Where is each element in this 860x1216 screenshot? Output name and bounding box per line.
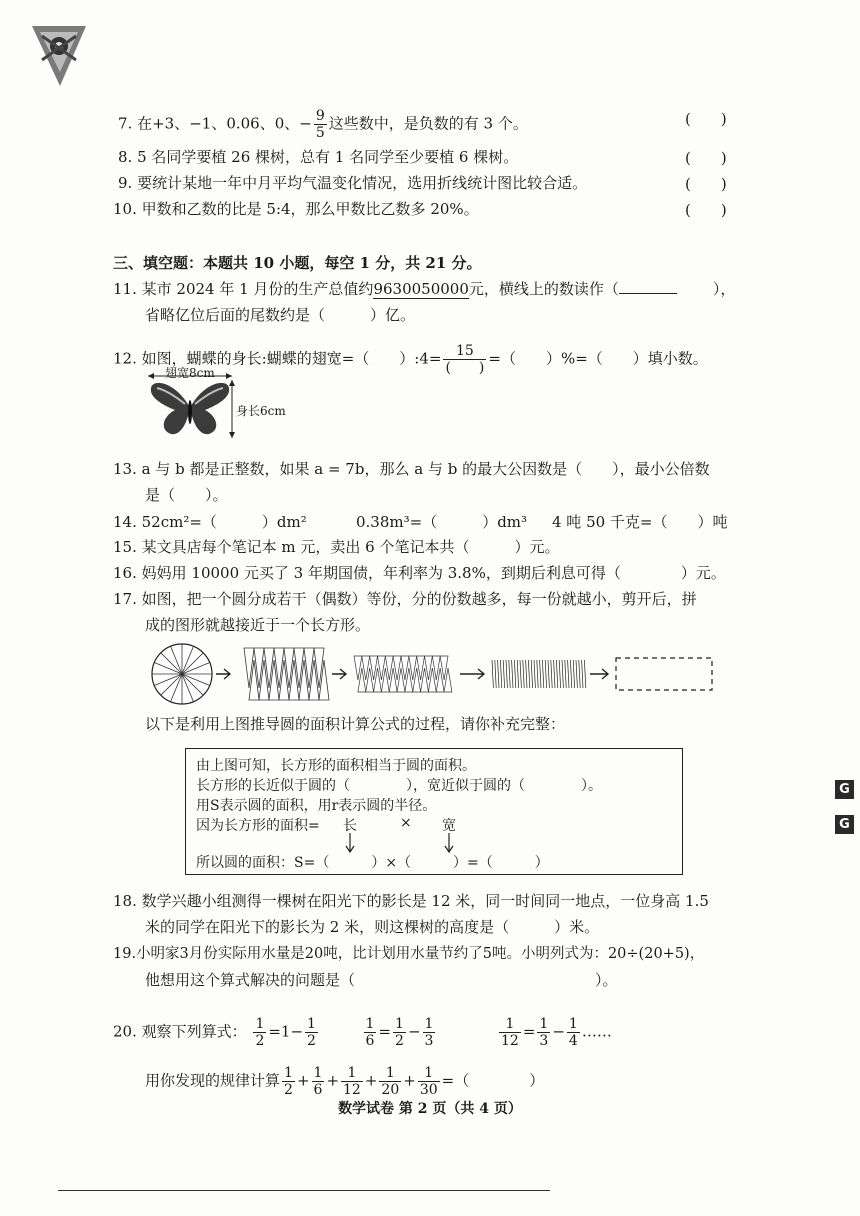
question-8: 8. 5 名同学要植 26 棵树，总有 1 名同学至少要植 6 棵树。 [118,148,519,166]
q7-number: 7. [118,114,133,133]
sector-strip-2 [354,656,452,692]
question-19: 19.小明家3月份实际用水量是20吨，比计划用水量节约了5吨。小明列式为：20÷(20+5)， [113,946,705,962]
page-footer: 数学试卷 第 2 页（共 4 页） [338,1101,522,1117]
question-18-line2: 米的同学在阳光下的影长为 2 米，则这棵树的高度是（ ）米。 [145,918,600,936]
q10-answer-blank[interactable]: ( ) [685,201,727,219]
question-20-line2: 用你发现的规律计算 $\frac{1}{2}$ + $\frac{1}{6}$ + $\frac{1}{12}$ + $\frac{1}{20}$ + $\frac{1}{30}$ =（ ） [145,1065,545,1098]
question-18: 18. 数学兴趣小组测得一棵树在阳光下的影长是 12 米，同一时间同一地点，一位身高 1.5 [113,892,709,910]
divided-circle [152,644,212,704]
q12-fraction: $\frac{15}{( )}$ [445,343,485,376]
box-times: × [400,815,412,831]
question-20: 20. 观察下列算式： $\frac{1}{2}$ =1− $\frac{1}{2}$ $\frac{1}{6}$ = $\frac{1}{2}$ − $\frac{1}{3}$ $\frac{1}{12}$ = $\frac{1}{3}$ − $\frac{1}{4}$ …… [113,1016,612,1049]
question-12: 12. 如图，蝴蝶的身长:蝴蝶的翅宽=（ ）:4= $\frac{15}{( )}$ =（ ）%=（ ）填小数。 [113,343,708,376]
question-15: 15. 某文具店每个笔记本 m 元，卖出 6 个笔记本共（ ）元。 [113,538,560,556]
derivation-box [185,748,683,875]
q8-answer-blank[interactable]: ( ) [685,149,727,167]
question-7 [118,108,528,141]
question-14-c: 4 吨 50 千克=（ ）吨 [552,513,728,531]
box-line-1: 由上图可知，长方形的面积相当于圆的面积。 [196,758,476,774]
box-line-2: 长方形的长近似于圆的（ ），宽近似于圆的（ ）。 [196,778,602,794]
box-line-3: 用S表示圆的面积，用r表示圆的半径。 [196,798,437,814]
bottom-rule [58,1190,550,1191]
question-16: 16. 妈妈用 10000 元买了 3 年期国债，年利率为 3.8%，到期后利息可得（ ）元。 [113,564,726,582]
question-13-line2: 是（ ）。 [145,486,228,504]
body-length-label: 身长6cm [236,404,286,418]
section-3-title: 三、填空题：本题共 10 小题，每空 1 分，共 21 分。 [113,254,482,272]
box-line-5: 所以圆的面积：S=（ ）×（ ）=（ ） [196,855,549,871]
q7-text-pre: 在+3、−1、0.06、0、− [137,114,312,133]
question-19-line2: 他想用这个算式解决的问题是（ ）。 [145,971,618,989]
question-17: 17. 如图，把一个圆分成若干（偶数）等份，分的份数越多，每一份就越小，剪开后，拼 [113,590,697,608]
box-line-4: 因为长方形的面积= [196,818,320,834]
target-rectangle [616,658,712,690]
arrow-1 [216,669,230,679]
question-17-line3: 以下是利用上图推导圆的面积计算公式的过程，请你补充完整： [145,715,566,733]
q7-answer-blank[interactable]: ( ) [685,110,727,128]
arrow-3 [460,669,484,679]
question-14: 14. 52cm²=（ ）dm² [113,513,307,531]
question-9: 9. 要统计某地一年中月平均气温变化情况，选用折线统计图比较合适。 [118,174,588,192]
sector-strip-3 [492,660,586,688]
question-10: 10. 甲数和乙数的比是 5:4，那么甲数比乙数多 20%。 [113,200,479,218]
question-11: 11. 某市 2024 年 1 月份的生产总值约9630050000元，横线上的数读作（ ）， [113,280,736,298]
box-chang-label: 长 [343,818,357,834]
q7-fraction: $\frac{9}{5}$ [315,108,325,141]
margin-badge-g-1: G [835,780,854,799]
sector-strip-1 [244,648,329,700]
wing-width-label: 翅宽8cm [165,366,215,380]
box-kuan-label: 宽 [442,818,456,834]
arrow-4 [590,669,608,679]
q11-underlined-number: 9630050000 [373,280,469,298]
question-14-b: 0.38m³=（ ）dm³ [356,513,528,531]
question-11-line2: 省略亿位后面的尾数约是（ ）亿。 [145,306,416,324]
question-13: 13. a 与 b 都是正整数，如果 a = 7b，那么 a 与 b 的最大公因数是（ ），最小公倍数 [113,460,710,478]
q7-text-post: 这些数中，是负数的有 3 个。 [328,114,528,133]
arrow-2 [332,669,346,679]
margin-badge-g-2: G [835,815,854,834]
corner-logo [30,22,88,88]
q9-answer-blank[interactable]: ( ) [685,175,727,193]
question-17-line2: 成的图形就越接近于一个长方形。 [145,616,371,634]
circle-dissection-figure [150,642,720,706]
butterfly-figure [145,362,295,442]
